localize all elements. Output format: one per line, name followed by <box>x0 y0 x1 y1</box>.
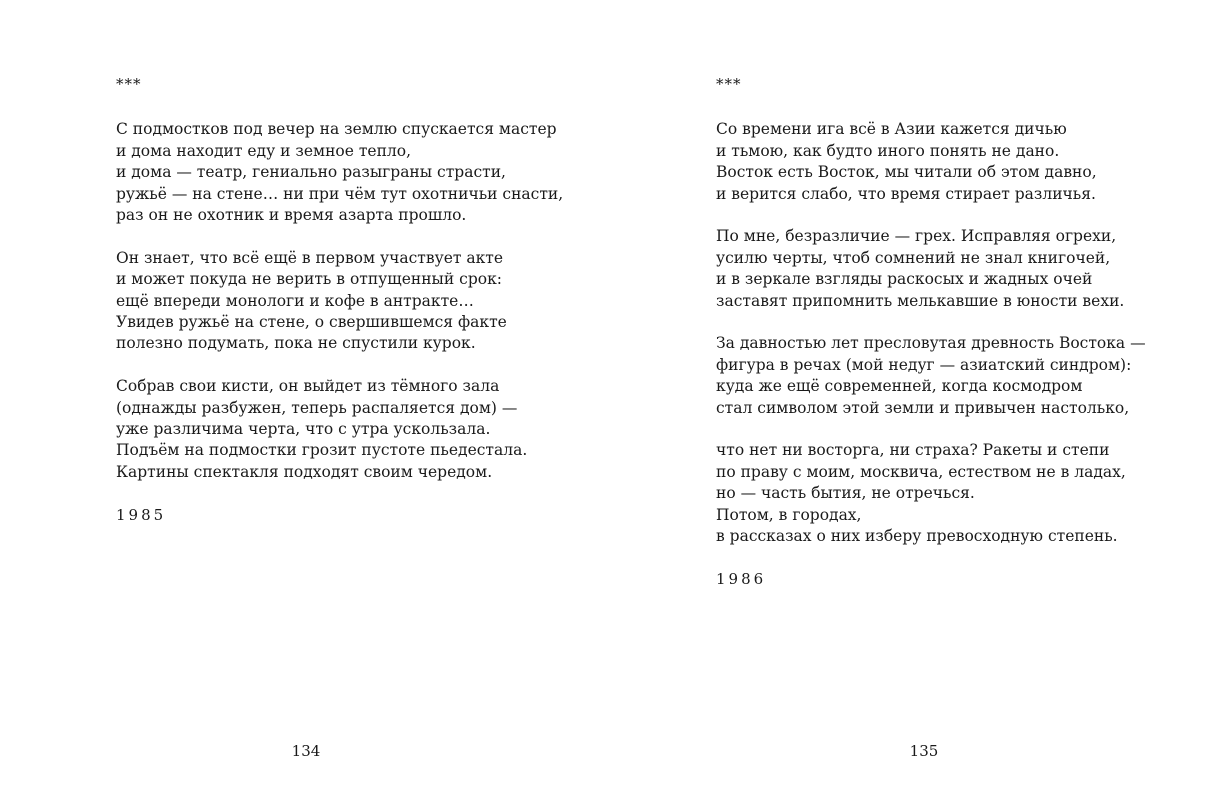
stanza <box>716 333 1146 419</box>
poem-line: и тьмою, как будто иного понять не дано. <box>716 141 1060 160</box>
poem-line: По мне, безразличие — грех. Исправляя огрехи, <box>716 227 1117 246</box>
poem-line: С подмостков под вечер на землю спускается мастер <box>116 120 557 139</box>
stanza <box>716 440 1146 547</box>
poem-line: (однажды разбужен, теперь распаляется дом) — <box>116 398 518 417</box>
poem-line: и дома находит еду и земное тепло, <box>116 141 412 160</box>
right-page <box>615 0 1230 800</box>
poem-line: по праву с моим, москвича, естеством не в ладах, <box>716 462 1126 481</box>
poem-line: За давностью лет пресловутая древность Востока — <box>716 334 1146 353</box>
poem-line: Собрав свои кисти, он выйдет из тёмного зала <box>116 377 500 396</box>
stanza <box>116 119 563 226</box>
poem-line: и может покуда не верить в отпущенный срок: <box>116 270 502 289</box>
poem-separator: *** <box>716 75 742 93</box>
poem-line: и дома — театр, гениально разыграны страсти, <box>116 163 506 182</box>
poem-year: 1985 <box>116 505 167 524</box>
stanza <box>716 226 1146 312</box>
poem-separator: *** <box>116 75 142 93</box>
poem-line: что нет ни восторга, ни страха? Ракеты и степи <box>716 441 1110 460</box>
poem-line: ещё впереди монологи и кофе в антракте… <box>116 291 474 310</box>
poem-line: усилю черты, чтоб сомнений не знал книгочей, <box>716 248 1111 267</box>
poem-year: 1986 <box>716 569 767 588</box>
poem-line: уже различима черта, что с утра ускользала. <box>116 420 491 439</box>
poem-block <box>716 74 1146 590</box>
page-number: 134 <box>291 742 321 760</box>
poem-line: заставят припомнить мелькавшие в юности вехи. <box>716 291 1125 310</box>
poem-line: раз он не охотник и время азарта прошло. <box>116 206 467 225</box>
poem-line: Потом, в городах, <box>716 505 862 524</box>
poem-line: Картины спектакля подходят своим чередом. <box>116 462 493 481</box>
poem-line: Подъём на подмостки грозит пустоте пьедестала. <box>116 441 528 460</box>
poem-line: Увидев ружьё на стене, о свершившемся факте <box>116 313 507 332</box>
poem-line: но — часть бытия, не отречься. <box>716 484 975 503</box>
stanza <box>716 119 1146 205</box>
poem-line: ружьё — на стене… ни при чём тут охотничьи снасти, <box>116 184 564 203</box>
poem-block <box>116 74 563 526</box>
poem-line: фигура в речах (мой недуг — азиатский синдром): <box>716 355 1132 374</box>
poem-line: и верится слабо, что время стирает различья. <box>716 184 1096 203</box>
poem-line: Восток есть Восток, мы читали об этом давно, <box>716 163 1097 182</box>
stanza <box>116 248 563 355</box>
poem-line: стал символом этой земли и привычен настолько, <box>716 398 1130 417</box>
stanza <box>116 376 563 483</box>
poem-line: куда же ещё современней, когда космодром <box>716 377 1083 396</box>
page-number: 135 <box>909 742 939 760</box>
poem-line: полезно подумать, пока не спустили курок. <box>116 334 476 353</box>
poem-line: в рассказах о них изберу превосходную степень. <box>716 527 1118 546</box>
poem-line: Со времени ига всё в Азии кажется дичью <box>716 120 1067 139</box>
poem-line: и в зеркале взгляды раскосых и жадных очей <box>716 270 1093 289</box>
poem-line: Он знает, что всё ещё в первом участвует акте <box>116 248 504 267</box>
